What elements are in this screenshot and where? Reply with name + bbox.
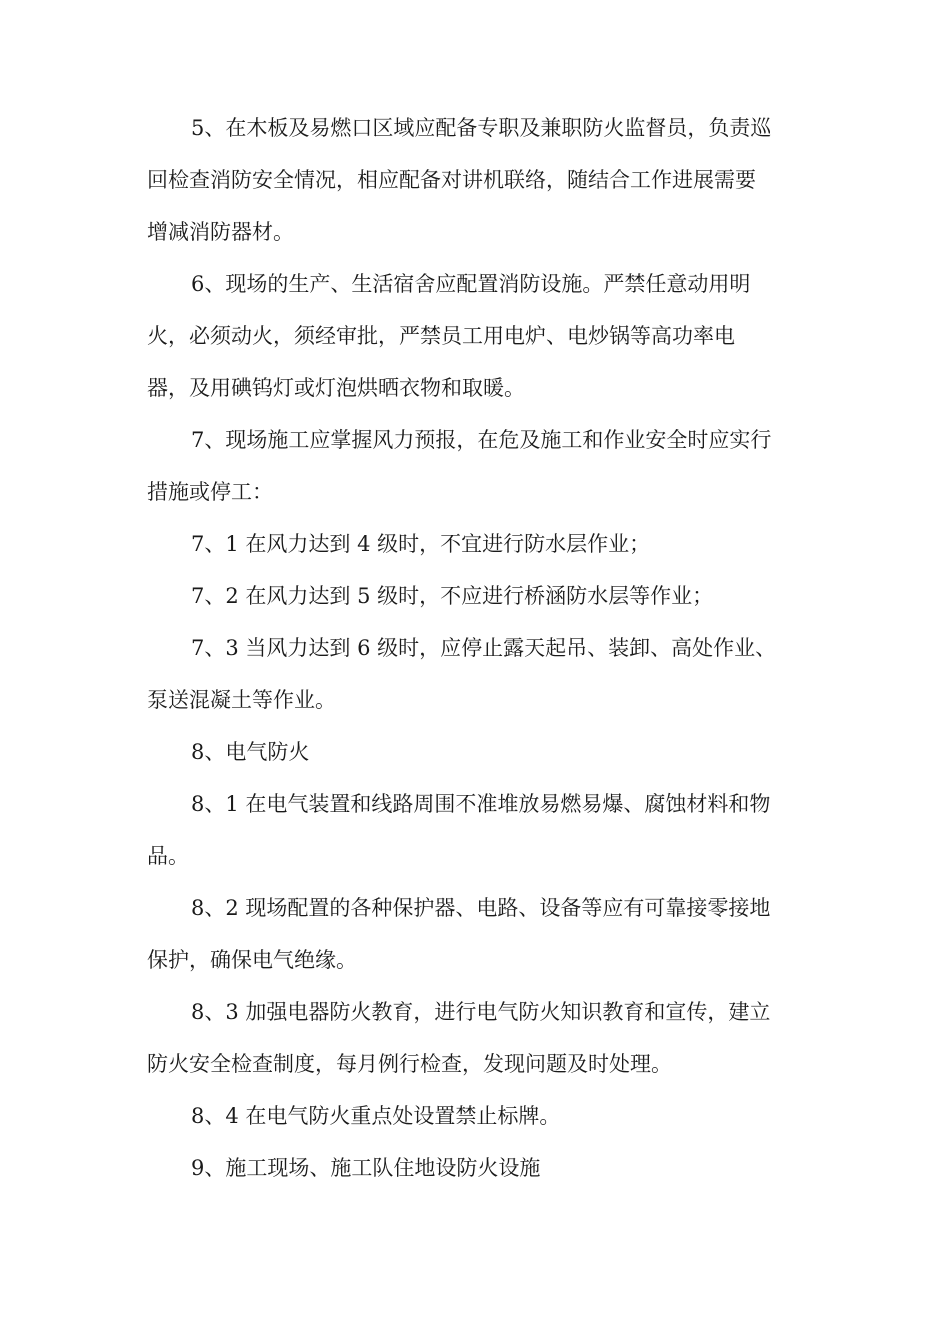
paragraph-line: 6、现场的生产、生活宿舍应配置消防设施。严禁任意动用明 <box>191 272 751 296</box>
paragraph <box>147 632 807 736</box>
paragraph <box>147 112 807 268</box>
paragraph-line: 防火安全检查制度，每月例行检查，发现问题及时处理。 <box>147 1052 672 1076</box>
paragraph-line: 品。 <box>147 844 189 868</box>
paragraph-line: 8、3 加强电器防火教育，进行电气防火知识教育和宣传，建立 <box>191 1000 771 1024</box>
paragraph-line: 回检查消防安全情况，相应配备对讲机联络，随结合工作进展需要 <box>147 168 756 192</box>
paragraph <box>147 268 807 424</box>
paragraph-line: 5、在木板及易燃口区域应配备专职及兼职防火监督员，负责巡 <box>191 116 772 140</box>
paragraph-line: 8、电气防火 <box>191 740 310 764</box>
paragraph-line: 8、2 现场配置的各种保护器、电路、设备等应有可靠接零接地 <box>191 896 771 920</box>
paragraph-line: 火，必须动火，须经审批，严禁员工用电炉、电炒锅等高功率电 <box>147 324 735 348</box>
paragraph-line: 8、1 在电气装置和线路周围不准堆放易燃易爆、腐蚀材料和物 <box>191 792 771 816</box>
paragraph-line: 7、3 当风力达到 6 级时，应停止露天起吊、装卸、高处作业、 <box>191 636 777 660</box>
paragraph-line: 保护，确保电气绝缘。 <box>147 948 357 972</box>
paragraph <box>147 528 807 580</box>
paragraph <box>147 892 807 996</box>
paragraph <box>147 996 807 1100</box>
paragraph-line: 9、施工现场、施工队住地设防火设施 <box>191 1156 541 1180</box>
paragraph-line: 7、2 在风力达到 5 级时，不应进行桥涵防水层等作业； <box>191 584 714 608</box>
paragraph-line: 泵送混凝土等作业。 <box>147 688 336 712</box>
paragraph-line: 器，及用碘钨灯或灯泡烘晒衣物和取暖。 <box>147 376 525 400</box>
paragraph <box>147 736 807 788</box>
paragraph <box>147 1100 807 1152</box>
paragraph-line: 措施或停工： <box>147 480 273 504</box>
paragraph-line: 8、4 在电气防火重点处设置禁止标牌。 <box>191 1104 561 1128</box>
paragraph <box>147 424 807 528</box>
paragraph <box>147 788 807 892</box>
paragraph-line: 7、现场施工应掌握风力预报，在危及施工和作业安全时应实行 <box>191 428 772 452</box>
document-body <box>147 112 807 1204</box>
paragraph <box>147 1152 807 1204</box>
paragraph <box>147 580 807 632</box>
paragraph-line: 增减消防器材。 <box>147 220 294 244</box>
paragraph-line: 7、1 在风力达到 4 级时，不宜进行防水层作业； <box>191 532 651 556</box>
